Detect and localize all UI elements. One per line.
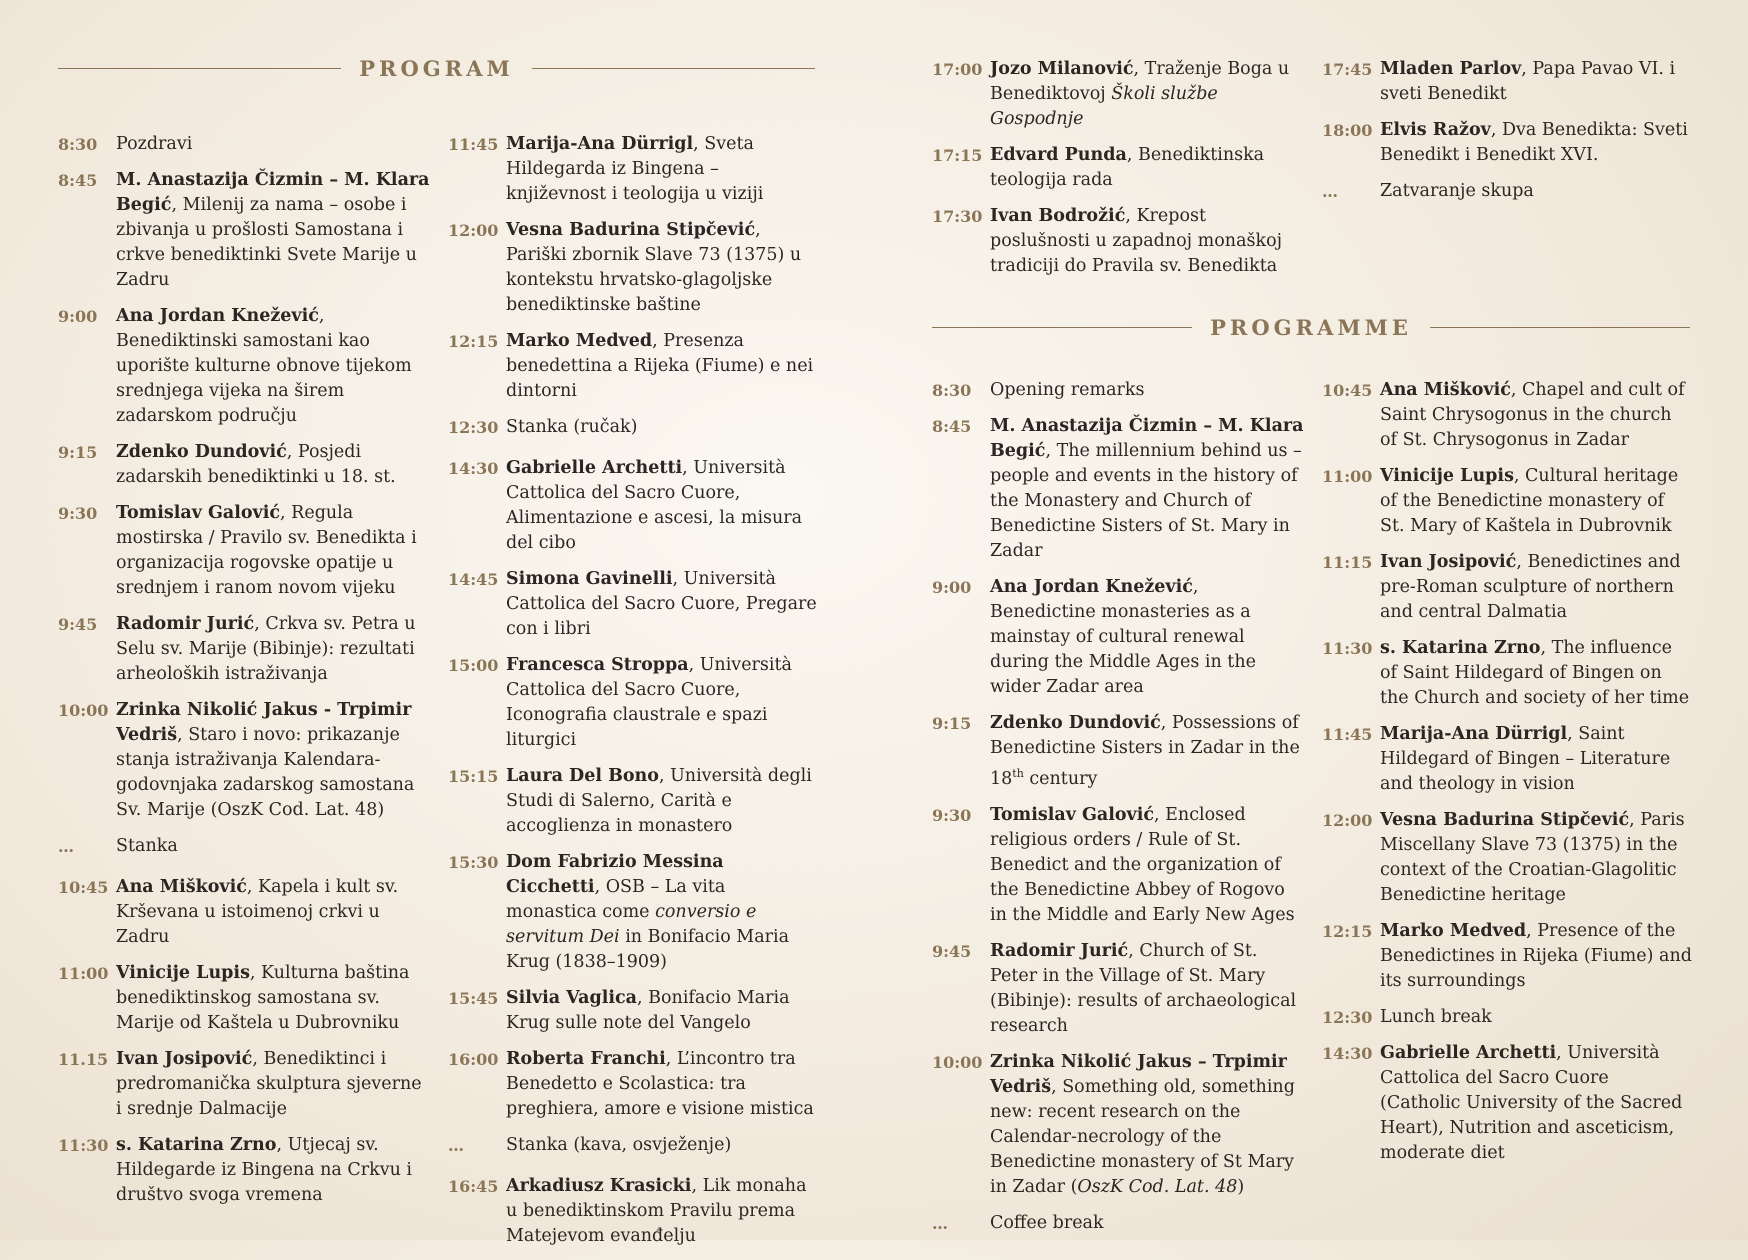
speaker-name: Radomir Jurić bbox=[990, 940, 1129, 961]
schedule-entry bbox=[448, 1174, 820, 1249]
entry-body bbox=[506, 764, 820, 839]
talk-title: , Dva Benedikta: Sveti Benedikt i Benedikt XVI. bbox=[1380, 120, 1688, 165]
heading-rule-right bbox=[532, 68, 815, 69]
entry-time: 12:15 bbox=[448, 332, 499, 351]
speaker-name: Vinicije Lupis bbox=[116, 963, 250, 983]
schedule-entry bbox=[448, 850, 820, 975]
programme-heading bbox=[932, 315, 1690, 340]
talk-title: , Lik monaha u benediktinskom Pravilu prema Matejevom evanđelju bbox=[506, 1176, 807, 1246]
entry-body bbox=[990, 1211, 1304, 1236]
talk-title: , Università degli Studi di Salerno, Carità e accoglienza in monastero bbox=[506, 766, 812, 836]
italic-title: conversio e servitum Dei bbox=[506, 902, 757, 947]
entry-body bbox=[116, 612, 430, 687]
talk-title: , Traženje Boga u Benediktovoj bbox=[990, 59, 1290, 104]
speaker-name: Dom Fabrizio Messina Cicchetti bbox=[506, 852, 724, 897]
talk-title: , Posjedi zadarskih benediktinki u 18. st. bbox=[116, 442, 396, 487]
entry-body bbox=[1380, 636, 1694, 711]
talk-title: , The millennium behind us – people and events in the history of the Monastery and Church of Benedictine Sisters of St. Mary in Zadar bbox=[990, 441, 1302, 561]
speaker-name: Roberta Franchi bbox=[506, 1049, 666, 1069]
schedule-entry bbox=[448, 567, 820, 642]
speaker-name: Jozo Milanović bbox=[990, 59, 1134, 79]
speaker-name: Edvard Punda bbox=[990, 145, 1127, 165]
schedule-entry bbox=[448, 1133, 820, 1158]
speaker-name: Zdenko Dundović bbox=[116, 442, 287, 462]
schedule-entry bbox=[932, 57, 1304, 132]
talk-title: , Krepost poslušnosti u zapadnoj monaškoj tradiciji do Pravila sv. Benedikta bbox=[990, 206, 1283, 276]
programme-heading-label: PROGRAMME bbox=[1210, 315, 1412, 340]
talk-title: Pozdravi bbox=[116, 134, 193, 154]
entry-body bbox=[1380, 57, 1694, 107]
entry-time: … bbox=[448, 1136, 464, 1155]
schedule-entry bbox=[1322, 722, 1694, 797]
talk-title: , Benediktinski samostani kao uporište kulturne obnove tijekom srednjega vijeka na širem zadarskom području bbox=[116, 306, 412, 426]
schedule-entry bbox=[58, 961, 430, 1036]
schedule-entry bbox=[58, 132, 430, 157]
talk-title: , Crkva sv. Petra u Selu sv. Marije (Bibinje): rezultati arheoloških istraživanja bbox=[116, 614, 416, 684]
schedule-entry bbox=[1322, 464, 1694, 539]
schedule-entry bbox=[1322, 636, 1694, 711]
speaker-name: Zrinka Nikolić Jakus - Trpimir Vedriš bbox=[116, 700, 412, 745]
entry-body bbox=[506, 1133, 820, 1158]
talk-title: , Enclosed religious orders / Rule of St. Benedict and the organization of the Benedictine Abbey of Rogovo in the Middle and Early New Ages bbox=[990, 804, 1295, 925]
entry-body bbox=[506, 986, 820, 1036]
speaker-name: Vinicije Lupis bbox=[1380, 466, 1514, 486]
entry-body bbox=[1380, 722, 1694, 797]
talk-title: , Presence of the Benedictines in Rijeka (Fiume) and its surroundings bbox=[1380, 921, 1692, 991]
talk-title: Stanka bbox=[116, 836, 178, 856]
entry-time: 17:30 bbox=[932, 207, 983, 226]
schedule-entry bbox=[1322, 808, 1694, 908]
entry-time: 10:45 bbox=[58, 878, 109, 897]
entry-time: 11:30 bbox=[58, 1136, 109, 1155]
entry-time: 14:30 bbox=[448, 459, 499, 478]
entry-body bbox=[1380, 118, 1694, 168]
schedule-entry bbox=[1322, 1005, 1694, 1030]
heading-rule-left bbox=[58, 68, 341, 69]
entry-time: 9:15 bbox=[932, 714, 972, 733]
talk-title-continued: in Bonifacio Maria Krug (1838–1909) bbox=[506, 927, 790, 972]
schedule-entry bbox=[448, 986, 820, 1036]
entry-body bbox=[1380, 464, 1694, 539]
heading-rule-left bbox=[932, 327, 1192, 328]
entry-time: 11:30 bbox=[1322, 639, 1373, 658]
entry-body bbox=[116, 1047, 430, 1122]
entry-time: 10:00 bbox=[58, 701, 109, 720]
programme-column-2 bbox=[1322, 378, 1694, 1177]
program-heading bbox=[58, 56, 815, 81]
talk-title-continued: century bbox=[1023, 768, 1098, 789]
entry-body bbox=[506, 1174, 820, 1249]
speaker-name: Silvia Vaglica bbox=[506, 988, 638, 1008]
entry-body bbox=[990, 803, 1304, 928]
talk-title: , Utjecaj sv. Hildegarde iz Bingena na Crkvu i društvo svoga vremena bbox=[116, 1135, 413, 1205]
entry-time: 15:00 bbox=[448, 656, 499, 675]
schedule-entry bbox=[932, 803, 1304, 928]
speaker-name: Radomir Jurić bbox=[116, 614, 255, 634]
entry-body bbox=[990, 939, 1304, 1039]
entry-time: 8:30 bbox=[932, 381, 972, 400]
entry-time: 11:00 bbox=[1322, 467, 1373, 486]
entry-body bbox=[506, 456, 820, 556]
program-column-4 bbox=[1322, 57, 1694, 215]
schedule-entry bbox=[932, 1211, 1304, 1236]
program-column-2 bbox=[448, 132, 820, 1260]
talk-title: , Bonifacio Maria Krug sulle note del Vangelo bbox=[506, 988, 790, 1033]
entry-body bbox=[116, 168, 430, 293]
schedule-entry bbox=[1322, 550, 1694, 625]
speaker-name: s. Katarina Zrno bbox=[1380, 638, 1541, 658]
entry-body bbox=[116, 834, 430, 859]
talk-title: , L’incontro tra Benedetto e Scolastica: tra preghiera, amore e visione mistica bbox=[506, 1049, 814, 1119]
schedule-entry bbox=[58, 834, 430, 859]
speaker-name: Marija-Ana Dürrigl bbox=[1380, 724, 1568, 744]
talk-title-continued: ) bbox=[1237, 1176, 1245, 1197]
talk-title: , Università Cattolica del Sacro Cuore, Pregare con i libri bbox=[506, 569, 817, 639]
schedule-entry bbox=[448, 764, 820, 839]
entry-time: 12:00 bbox=[1322, 811, 1373, 830]
speaker-name: M. Anastazija Čizmin – M. Klara Begić bbox=[116, 170, 430, 215]
speaker-name: Ivan Josipović bbox=[1380, 552, 1517, 572]
entry-time: 11:45 bbox=[1322, 725, 1373, 744]
schedule-entry bbox=[932, 1050, 1304, 1200]
schedule-entry bbox=[932, 939, 1304, 1039]
entry-body bbox=[116, 1133, 430, 1208]
entry-body bbox=[990, 575, 1304, 700]
entry-time: … bbox=[1322, 182, 1338, 201]
speaker-name: Arkadiusz Krasicki bbox=[506, 1176, 692, 1196]
speaker-name: s. Katarina Zrno bbox=[116, 1135, 277, 1155]
talk-title: , Regula mostirska / Pravilo sv. Benedikta i organizacija rogovske opatije u srednjem i ranom novom vijeku bbox=[116, 503, 417, 598]
talk-title: , Paris Miscellany Slave 73 (1375) in the context of the Croatian-Glagolitic Benedictine heritage bbox=[1380, 810, 1685, 905]
entry-time: 9:45 bbox=[932, 941, 972, 961]
talk-title: , Università Cattolica del Sacro Cuore (Catholic University of the Sacred Heart), Nutrition and asceticism, moderate diet bbox=[1380, 1043, 1683, 1163]
schedule-entry bbox=[448, 653, 820, 753]
entry-body bbox=[116, 440, 430, 490]
talk-title: , Sveta Hildegarda iz Bingena – književnost i teologija u viziji bbox=[506, 134, 764, 204]
entry-body bbox=[990, 711, 1304, 792]
entry-time: … bbox=[58, 837, 74, 856]
entry-time: 14:30 bbox=[1322, 1044, 1373, 1063]
speaker-name: Elvis Ražov bbox=[1380, 120, 1491, 140]
entry-body bbox=[116, 132, 430, 157]
entry-time: 15:15 bbox=[448, 767, 499, 786]
entry-time: 12:00 bbox=[448, 221, 499, 240]
speaker-name: Ana Jordan Knežević bbox=[990, 577, 1193, 597]
schedule-entry bbox=[932, 414, 1304, 564]
entry-time: 11:15 bbox=[1322, 553, 1373, 572]
entry-time: 9:45 bbox=[58, 615, 98, 634]
speaker-name: Tomislav Galović bbox=[116, 503, 281, 523]
entry-body bbox=[506, 1047, 820, 1122]
talk-title: Zatvaranje skupa bbox=[1380, 181, 1534, 201]
talk-title: , Benediktinska teologija rada bbox=[990, 145, 1265, 190]
entry-time: 8:45 bbox=[932, 417, 972, 436]
speaker-name: Marko Medved bbox=[1380, 921, 1527, 941]
speaker-name: Marija-Ana Dürrigl bbox=[506, 134, 694, 154]
talk-title: , Something old, something new: recent research on the Calendar-necrology of the Benedictine monastery of St Mary in Zadar ( bbox=[990, 1076, 1295, 1197]
schedule-entry bbox=[448, 329, 820, 404]
speaker-name: Francesca Stroppa bbox=[506, 655, 689, 675]
schedule-entry bbox=[1322, 118, 1694, 168]
talk-title: , Kulturna baština benediktinskog samostana sv. Marije od Kaštela u Dubrovniku bbox=[116, 963, 410, 1033]
entry-time: 8:30 bbox=[58, 135, 98, 154]
entry-body bbox=[1380, 1041, 1694, 1166]
speaker-name: Ana Mišković bbox=[1380, 380, 1511, 400]
schedule-entry bbox=[1322, 378, 1694, 453]
entry-time: 17:15 bbox=[932, 146, 983, 165]
talk-title: Opening remarks bbox=[990, 380, 1145, 400]
talk-title: Stanka (kava, osvježenje) bbox=[506, 1135, 732, 1155]
talk-title: , Università Cattolica del Sacro Cuore, Iconografia claustrale e spazi liturgici bbox=[506, 655, 792, 750]
talk-title: Lunch break bbox=[1380, 1007, 1492, 1027]
talk-title: , Saint Hildegard of Bingen – Literature and theology in vision bbox=[1380, 724, 1671, 794]
italic-title: OszK Cod. Lat. 48 bbox=[1077, 1176, 1238, 1197]
entry-time: 11:00 bbox=[58, 964, 109, 983]
programme-column-1 bbox=[932, 378, 1304, 1247]
speaker-name: Ana Jordan Knežević bbox=[116, 306, 319, 326]
entry-body bbox=[990, 57, 1304, 132]
talk-title: , Milenij za nama – osobe i zbivanja u prošlosti Samostana i crkve benediktinki Svete Marije u Zadru bbox=[116, 195, 417, 290]
entry-time: 15:45 bbox=[448, 989, 499, 1008]
entry-time: 9:30 bbox=[932, 805, 972, 825]
schedule-entry bbox=[58, 612, 430, 687]
schedule-entry bbox=[448, 1047, 820, 1122]
speaker-name: Mladen Parlov bbox=[1380, 59, 1522, 79]
talk-title: , Benediktinci i predromanička skulptura sjeverne i srednje Dalmacije bbox=[116, 1049, 422, 1119]
entry-body bbox=[506, 850, 820, 975]
entry-time: 11.15 bbox=[58, 1050, 109, 1069]
talk-title: , Possessions of Benedictine Sisters in Zadar in the 18 bbox=[990, 713, 1300, 789]
schedule-entry bbox=[58, 1133, 430, 1208]
talk-title: , OSB – La vita monastica come bbox=[506, 877, 726, 922]
speaker-name: Simona Gavinelli bbox=[506, 569, 673, 589]
talk-title: , Presenza benedettina a Rijeka (Fiume) e nei dintorni bbox=[506, 331, 814, 401]
schedule-entry bbox=[448, 456, 820, 556]
entry-body bbox=[506, 567, 820, 642]
speaker-name: Vesna Badurina Stipčević bbox=[1380, 810, 1630, 830]
entry-body bbox=[1380, 919, 1694, 994]
ordinal-suffix: th bbox=[1012, 767, 1024, 780]
schedule-entry bbox=[932, 143, 1304, 193]
entry-body bbox=[506, 329, 820, 404]
schedule-entry bbox=[58, 875, 430, 950]
speaker-name: Zdenko Dundović bbox=[990, 713, 1161, 733]
speaker-name: Laura Del Bono bbox=[506, 766, 659, 786]
speaker-name: Zrinka Nikolić Jakus – Trpimir Vedriš bbox=[990, 1051, 1287, 1097]
entry-time: 17:00 bbox=[932, 60, 983, 79]
entry-body bbox=[116, 698, 430, 823]
schedule-entry bbox=[448, 415, 820, 440]
entry-time: 14:45 bbox=[448, 570, 499, 589]
talk-title: , Pariški zbornik Slave 73 (1375) u kontekstu hrvatsko-glagoljske benediktinske baštine bbox=[506, 220, 802, 315]
schedule-entry bbox=[932, 711, 1304, 792]
heading-rule-right bbox=[1430, 327, 1690, 328]
entry-time: … bbox=[932, 1213, 948, 1233]
entry-body bbox=[1380, 550, 1694, 625]
entry-time: 9:15 bbox=[58, 443, 98, 462]
schedule-entry bbox=[1322, 1041, 1694, 1166]
entry-time: 8:45 bbox=[58, 171, 98, 190]
schedule-entry bbox=[448, 218, 820, 318]
entry-body bbox=[990, 143, 1304, 193]
entry-body bbox=[1380, 179, 1694, 204]
entry-body bbox=[990, 204, 1304, 279]
entry-body bbox=[116, 304, 430, 429]
talk-title: , The influence of Saint Hildegard of Bingen on the Church and society of her time bbox=[1380, 638, 1690, 708]
entry-time: 12:15 bbox=[1322, 922, 1373, 941]
speaker-name: Tomislav Galović bbox=[990, 804, 1155, 825]
speaker-name: Gabrielle Archetti bbox=[1380, 1043, 1557, 1063]
schedule-entry bbox=[58, 1047, 430, 1122]
speaker-name: Gabrielle Archetti bbox=[506, 458, 683, 478]
schedule-entry bbox=[58, 304, 430, 429]
schedule-entry bbox=[448, 132, 820, 207]
talk-title: , Università Cattolica del Sacro Cuore, Alimentazione e ascesi, la misura del cibo bbox=[506, 458, 803, 553]
entry-time: 18:00 bbox=[1322, 121, 1373, 140]
entry-body bbox=[506, 653, 820, 753]
entry-time: 16:00 bbox=[448, 1050, 499, 1069]
talk-title: , Kapela i kult sv. Krševana u istoimenoj crkvi u Zadru bbox=[116, 877, 399, 947]
entry-body bbox=[990, 1050, 1304, 1200]
schedule-entry bbox=[1322, 57, 1694, 107]
speaker-name: Ivan Josipović bbox=[116, 1049, 253, 1069]
entry-body bbox=[116, 501, 430, 601]
entry-time: 12:30 bbox=[448, 418, 499, 437]
schedule-entry bbox=[932, 575, 1304, 700]
entry-body bbox=[1380, 378, 1694, 453]
speaker-name: Marko Medved bbox=[506, 331, 653, 351]
entry-body bbox=[1380, 808, 1694, 908]
entry-time: 15:30 bbox=[448, 853, 499, 872]
entry-time: 16:45 bbox=[448, 1177, 499, 1196]
entry-body bbox=[990, 414, 1304, 564]
entry-body bbox=[116, 875, 430, 950]
talk-title: , Cultural heritage of the Benedictine monastery of St. Mary of Kaštela in Dubrovnik bbox=[1380, 466, 1679, 536]
italic-title: Školi službe Gospodnje bbox=[990, 84, 1218, 129]
entry-body bbox=[506, 415, 820, 440]
talk-title: , Staro i novo: prikazanje stanja istraživanja Kalendara-godovnjaka zadarskog samostana Sv. Marije (OszK Cod. Lat. 48) bbox=[116, 725, 415, 820]
entry-body bbox=[1380, 1005, 1694, 1030]
entry-body bbox=[506, 218, 820, 318]
schedule-entry bbox=[932, 204, 1304, 279]
schedule-entry bbox=[58, 698, 430, 823]
schedule-entry bbox=[58, 440, 430, 490]
entry-time: 9:00 bbox=[932, 578, 972, 597]
schedule-entry bbox=[1322, 179, 1694, 204]
schedule-entry bbox=[1322, 919, 1694, 994]
entry-time: 10:45 bbox=[1322, 381, 1373, 400]
entry-time: 9:00 bbox=[58, 307, 98, 326]
entry-body bbox=[116, 961, 430, 1036]
speaker-name: M. Anastazija Čizmin – M. Klara Begić bbox=[990, 416, 1304, 461]
entry-time: 12:30 bbox=[1322, 1008, 1373, 1027]
program-column-3 bbox=[932, 57, 1304, 290]
talk-title: , Benedictine monasteries as a mainstay of cultural renewal during the Middle Ages in the wider Zadar area bbox=[990, 577, 1256, 697]
talk-title: , Church of St. Peter in the Village of St. Mary (Bibinje): results of archaeological research bbox=[990, 940, 1297, 1036]
talk-title: Coffee break bbox=[990, 1212, 1104, 1233]
entry-body bbox=[990, 378, 1304, 403]
program-heading-label: PROGRAM bbox=[359, 56, 514, 81]
schedule-entry bbox=[58, 168, 430, 293]
speaker-name: Ivan Bodrožić bbox=[990, 206, 1126, 226]
entry-time: 17:45 bbox=[1322, 60, 1373, 79]
schedule-entry bbox=[932, 378, 1304, 403]
talk-title: Stanka (ručak) bbox=[506, 417, 638, 437]
speaker-name: Ana Mišković bbox=[116, 877, 247, 897]
talk-title: , Papa Pavao VI. i sveti Benedikt bbox=[1380, 59, 1676, 104]
entry-time: 9:30 bbox=[58, 504, 98, 523]
entry-time: 11:45 bbox=[448, 135, 499, 154]
talk-title: , Benedictines and pre-Roman sculpture of northern and central Dalmatia bbox=[1380, 552, 1681, 622]
entry-time: 10:00 bbox=[932, 1052, 983, 1072]
schedule-entry bbox=[58, 501, 430, 601]
talk-title: , Chapel and cult of Saint Chrysogonus in the church of St. Chrysogonus in Zadar bbox=[1380, 380, 1685, 450]
speaker-name: Vesna Badurina Stipčević bbox=[506, 220, 756, 240]
entry-body bbox=[506, 132, 820, 207]
program-column-1 bbox=[58, 132, 430, 1219]
